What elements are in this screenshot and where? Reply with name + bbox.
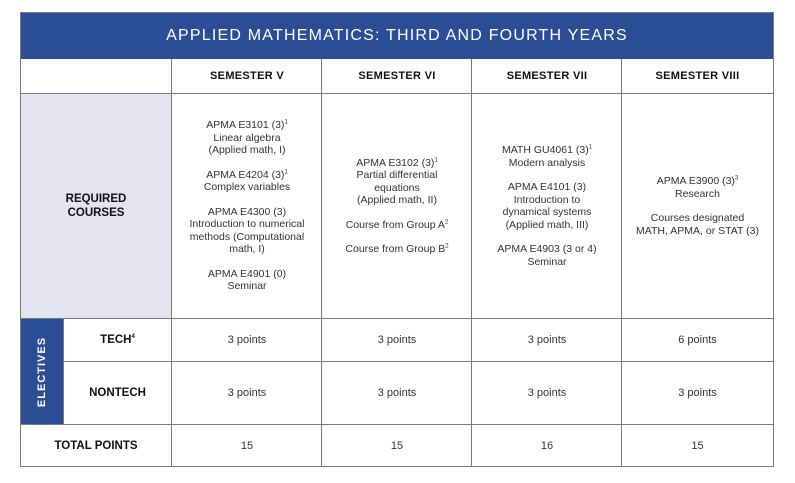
row-divider: [21, 318, 773, 319]
semester-header-8: SEMESTER VIII: [655, 70, 740, 82]
semester-header-6: SEMESTER VI: [358, 70, 436, 82]
electives-group-label: [21, 319, 63, 424]
total-semester-8: 15: [691, 439, 704, 452]
column-divider: [63, 319, 64, 424]
course-text: Research: [675, 187, 720, 200]
total-semester-7: 16: [540, 439, 554, 452]
nontech-semester-8: 3 points: [678, 387, 717, 399]
course-text: Modern analysis: [508, 156, 586, 169]
course-text: Partial differential: [356, 169, 438, 181]
course-text: math, I): [229, 243, 265, 256]
footnote-marker: 3: [734, 175, 739, 182]
footnote-marker: 1: [284, 169, 288, 176]
course-line: [208, 206, 286, 219]
course-text: APMA E3101 (3): [206, 119, 285, 132]
column-divider: [321, 59, 322, 466]
course-line: [204, 181, 290, 194]
tech-semester-5: 3 points: [227, 334, 267, 346]
required-semester-6: [322, 94, 472, 318]
course-line: [206, 169, 288, 182]
total-points-label: TOTAL POINTS: [54, 439, 138, 452]
column-divider: [621, 59, 622, 466]
course-line: [506, 219, 589, 232]
course-text: Course from Group B: [345, 243, 446, 255]
course-line: [208, 144, 285, 157]
course-text: Seminar: [527, 255, 567, 268]
course-line: [227, 280, 266, 293]
course-line: [527, 256, 566, 269]
course-text: APMA E4300 (3): [207, 205, 287, 218]
course-text: APMA E4901 (0): [207, 267, 287, 280]
course-text: Seminar: [227, 280, 267, 293]
course-line: [190, 218, 305, 231]
course-line: [356, 157, 438, 170]
course-line: [651, 212, 744, 225]
course-line: [502, 144, 592, 157]
footnote-marker: 1: [284, 119, 288, 126]
curriculum-table: [20, 12, 774, 467]
semester-header-7: SEMESTER VII: [506, 70, 588, 82]
course-text: (Applied math, III): [505, 218, 589, 231]
nontech-semester-6: 3 points: [377, 387, 417, 399]
course-line: [213, 132, 280, 145]
column-divider: [171, 59, 172, 466]
footnote-marker: 1: [434, 157, 438, 163]
course-line: [675, 188, 720, 201]
tech-footnote: 4: [131, 334, 135, 341]
course-text: APMA E4204 (3): [206, 168, 285, 181]
row-divider: [21, 424, 773, 425]
required-label-line1: REQUIRED: [65, 193, 127, 205]
course-text: APMA E4903 (3 or 4): [497, 243, 597, 255]
course-text: Complex variables: [203, 181, 291, 194]
course-line: [357, 169, 438, 182]
table-title: APPLIED MATHEMATICS: THIRD AND FOURTH YEARS: [21, 13, 773, 59]
course-text: equations: [374, 181, 420, 194]
course-text: APMA E3102 (3): [356, 156, 435, 169]
course-text: Courses designated: [650, 212, 745, 224]
course-text: (Applied math, II): [357, 194, 437, 206]
course-line: [206, 119, 288, 132]
nontech-label: NONTECH: [89, 387, 146, 399]
course-line: [636, 225, 759, 238]
required-courses-label: [21, 94, 171, 318]
tech-semester-8: 6 points: [678, 334, 717, 346]
course-text: methods (Computational: [189, 230, 305, 243]
course-text: APMA E3900 (3): [656, 175, 735, 187]
course-line: [514, 194, 581, 207]
course-line: [190, 231, 304, 244]
footnote-marker: 2: [444, 219, 449, 225]
required-semester-8: [622, 94, 773, 318]
course-line: [497, 243, 596, 256]
course-line: [657, 175, 739, 188]
course-text: APMA E4101 (3): [507, 181, 587, 193]
course-line: [374, 182, 420, 195]
nontech-semester-5: 3 points: [227, 387, 267, 399]
tech-semester-7: 3 points: [527, 334, 567, 346]
course-line: [346, 219, 449, 232]
course-line: [357, 194, 437, 207]
tech-label: TECH: [100, 334, 132, 346]
footnote-marker: 1: [588, 144, 593, 151]
course-text: (Applied math, I): [208, 144, 286, 157]
course-text: dynamical systems: [502, 206, 592, 218]
required-semester-5: [172, 94, 322, 318]
required-label-line2: COURSES: [67, 207, 125, 219]
semester-header-5: SEMESTER V: [210, 70, 284, 82]
footnote-marker: 2: [445, 243, 449, 250]
course-line: [208, 268, 286, 281]
course-line: [503, 206, 592, 219]
course-text: MATH GU4061 (3): [501, 144, 589, 156]
course-line: [508, 181, 586, 194]
course-text: Course from Group A: [345, 218, 445, 231]
course-text: Introduction to: [513, 193, 581, 206]
tech-semester-6: 3 points: [377, 334, 417, 346]
course-text: Introduction to numerical: [189, 218, 305, 231]
course-line: [509, 157, 585, 170]
total-semester-6: 15: [390, 439, 404, 452]
course-text: MATH, APMA, or STAT (3): [636, 224, 759, 237]
course-text: Linear algebra: [213, 131, 281, 144]
nontech-semester-7: 3 points: [527, 387, 567, 399]
total-semester-5: 15: [240, 439, 254, 452]
tech-row-label: [64, 319, 171, 361]
column-divider: [471, 59, 472, 466]
electives-label: ELECTIVES: [36, 336, 48, 407]
row-divider: [21, 93, 773, 94]
course-line: [229, 243, 265, 256]
course-line: [345, 243, 448, 256]
required-semester-7: [472, 94, 622, 318]
